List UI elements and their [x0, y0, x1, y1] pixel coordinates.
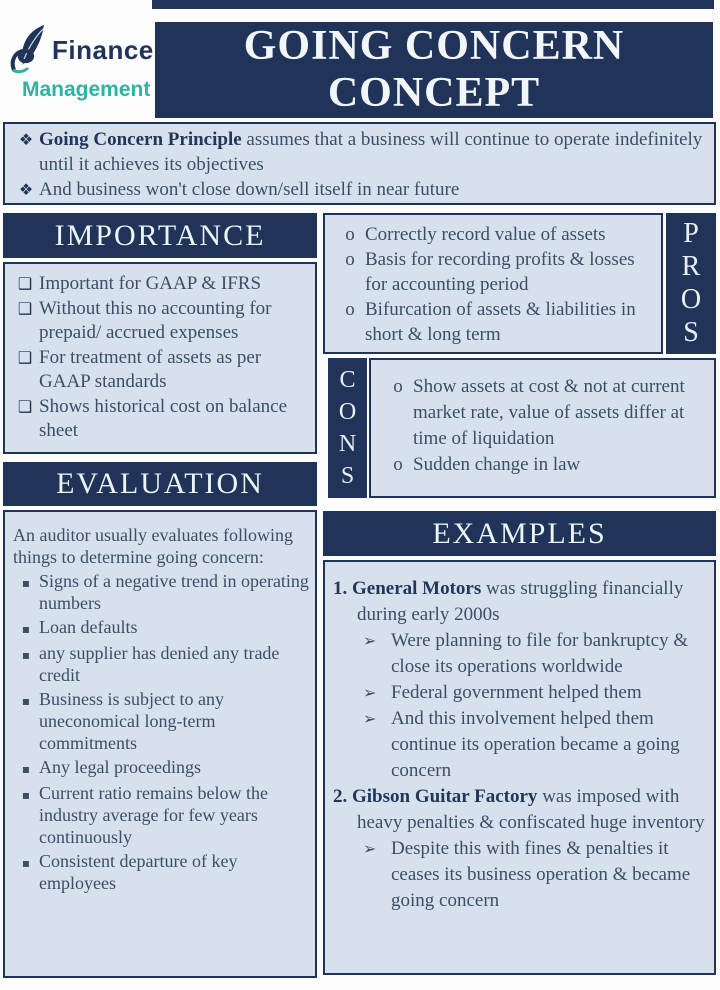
- importance-panel: [3, 262, 317, 454]
- importance-item: [11, 272, 311, 296]
- example-sub-item: [361, 628, 708, 680]
- circle-bullet-icon: o: [393, 454, 403, 475]
- example-number: 1.: [333, 578, 348, 599]
- evaluation-item: [13, 782, 311, 848]
- evaluation-item: [13, 850, 311, 894]
- example-sub-text: And this involvement helped them continue its operation became a going concern: [391, 708, 680, 781]
- circle-bullet-icon: o: [393, 376, 403, 397]
- cons-item: [383, 374, 710, 452]
- checkbox-bullet-icon: ❑: [17, 348, 33, 367]
- importance-text: Important for GAAP & IFRS: [39, 273, 262, 294]
- brand-name-finance: Finance: [52, 34, 154, 65]
- example-sub-item: [361, 836, 708, 914]
- pros-item: [335, 222, 657, 247]
- example-sub-text: Federal government helped them: [391, 682, 642, 703]
- evaluation-text: Consistent departure of key employees: [39, 851, 238, 893]
- pros-panel: [323, 213, 663, 354]
- square-bullet-icon: ▪: [21, 622, 31, 636]
- arrow-bullet-icon: ➢: [363, 631, 377, 650]
- page-title-line1: GOING CONCERN: [243, 22, 625, 69]
- cons-item: [383, 452, 710, 478]
- example-sub-text: Despite this with fines & penalties it ceases its business operation & became going concern: [391, 838, 691, 911]
- circle-bullet-icon: o: [345, 249, 355, 270]
- pros-item: [335, 247, 657, 297]
- evaluation-intro: An auditor usually evaluates following things to determine going concern:: [13, 525, 293, 567]
- example-item: [333, 784, 708, 836]
- importance-text: Shows historical cost on balance sheet: [39, 396, 288, 441]
- leaf-e-logo-icon: [8, 24, 52, 76]
- page-title-line2: CONCEPT: [327, 70, 541, 116]
- example-sub-item: [361, 680, 708, 706]
- evaluation-heading: EVALUATION: [3, 462, 317, 506]
- pros-text: Correctly record value of assets: [365, 224, 606, 245]
- definition-item: [13, 177, 704, 202]
- checkbox-bullet-icon: ❑: [17, 274, 33, 293]
- pros-text: Basis for recording profits & losses for accounting period: [365, 249, 635, 295]
- cons-vertical-label: C O N S: [328, 358, 367, 498]
- importance-text: For treatment of assets as per GAAP standards: [39, 347, 262, 392]
- diamond-bullet-icon: ❖: [18, 130, 34, 149]
- importance-item: [11, 395, 311, 443]
- evaluation-item: [13, 688, 311, 754]
- square-bullet-icon: ▪: [21, 856, 31, 870]
- evaluation-text: Current ratio remains below the industry average for few years continuously: [39, 783, 268, 847]
- cons-text: Sudden change in law: [413, 454, 581, 475]
- checkbox-bullet-icon: ❑: [17, 397, 33, 416]
- square-bullet-icon: ▪: [21, 788, 31, 802]
- pros-text: Bifurcation of assets & liabilities in short & long term: [365, 299, 636, 345]
- square-bullet-icon: ▪: [21, 648, 31, 662]
- example-text: was imposed with heavy penalties & confiscated huge inventory: [357, 786, 705, 833]
- example-text: was struggling financially during early 2000s: [357, 578, 684, 625]
- example-number: 2.: [333, 786, 348, 807]
- square-bullet-icon: ▪: [21, 694, 31, 708]
- definition-item: [13, 127, 704, 177]
- top-accent-strip: [152, 0, 714, 9]
- evaluation-item: [13, 756, 311, 780]
- importance-text: Without this no accounting for prepaid/ accrued expenses: [39, 298, 272, 343]
- evaluation-text: Signs of a negative trend in operating numbers: [39, 571, 309, 613]
- example-sub-item: [361, 706, 708, 784]
- square-bullet-icon: ▪: [21, 762, 31, 776]
- example-sub-text: Were planning to file for bankruptcy & close its operations worldwide: [391, 630, 689, 677]
- arrow-bullet-icon: ➢: [363, 683, 377, 702]
- definition-term: Going Concern Principle: [39, 129, 242, 150]
- evaluation-panel: [3, 510, 317, 978]
- diamond-bullet-icon: ❖: [18, 180, 34, 199]
- evaluation-text: Loan defaults: [39, 617, 138, 637]
- example-item: [333, 576, 708, 628]
- evaluation-item: [13, 642, 311, 686]
- examples-heading: EXAMPLES: [323, 511, 716, 556]
- cons-text: Show assets at cost & not at current market rate, value of assets differ at time of liquidation: [413, 376, 685, 449]
- pros-vertical-label: P R O S: [666, 213, 716, 354]
- brand-name-management: Management: [22, 78, 151, 101]
- importance-item: [11, 297, 311, 345]
- importance-heading: IMPORTANCE: [3, 213, 317, 258]
- cons-panel: [369, 358, 716, 498]
- importance-item: [11, 346, 311, 394]
- checkbox-bullet-icon: ❑: [17, 299, 33, 318]
- efinance-management-logo: [8, 24, 152, 118]
- evaluation-item: [13, 616, 311, 640]
- example-company: Gibson Guitar Factory: [352, 786, 538, 807]
- definition-text: And business won't close down/sell itself in near future: [39, 179, 460, 200]
- pros-item: [335, 297, 657, 347]
- page-title: [155, 22, 713, 118]
- circle-bullet-icon: o: [345, 224, 355, 245]
- arrow-bullet-icon: ➢: [363, 839, 377, 858]
- circle-bullet-icon: o: [345, 299, 355, 320]
- evaluation-text: Any legal proceedings: [39, 757, 201, 777]
- examples-panel: [323, 560, 716, 975]
- evaluation-item: [13, 570, 311, 614]
- evaluation-text: Business is subject to any uneconomical long-term commitments: [39, 689, 224, 753]
- evaluation-text: any supplier has denied any trade credit: [39, 643, 280, 685]
- square-bullet-icon: ▪: [21, 576, 31, 590]
- definition-panel: [3, 122, 716, 205]
- arrow-bullet-icon: ➢: [363, 709, 377, 728]
- example-company: General Motors: [352, 578, 482, 599]
- definition-text: assumes that a business will continue to operate indefinitely until it achieves its objectives: [39, 129, 703, 175]
